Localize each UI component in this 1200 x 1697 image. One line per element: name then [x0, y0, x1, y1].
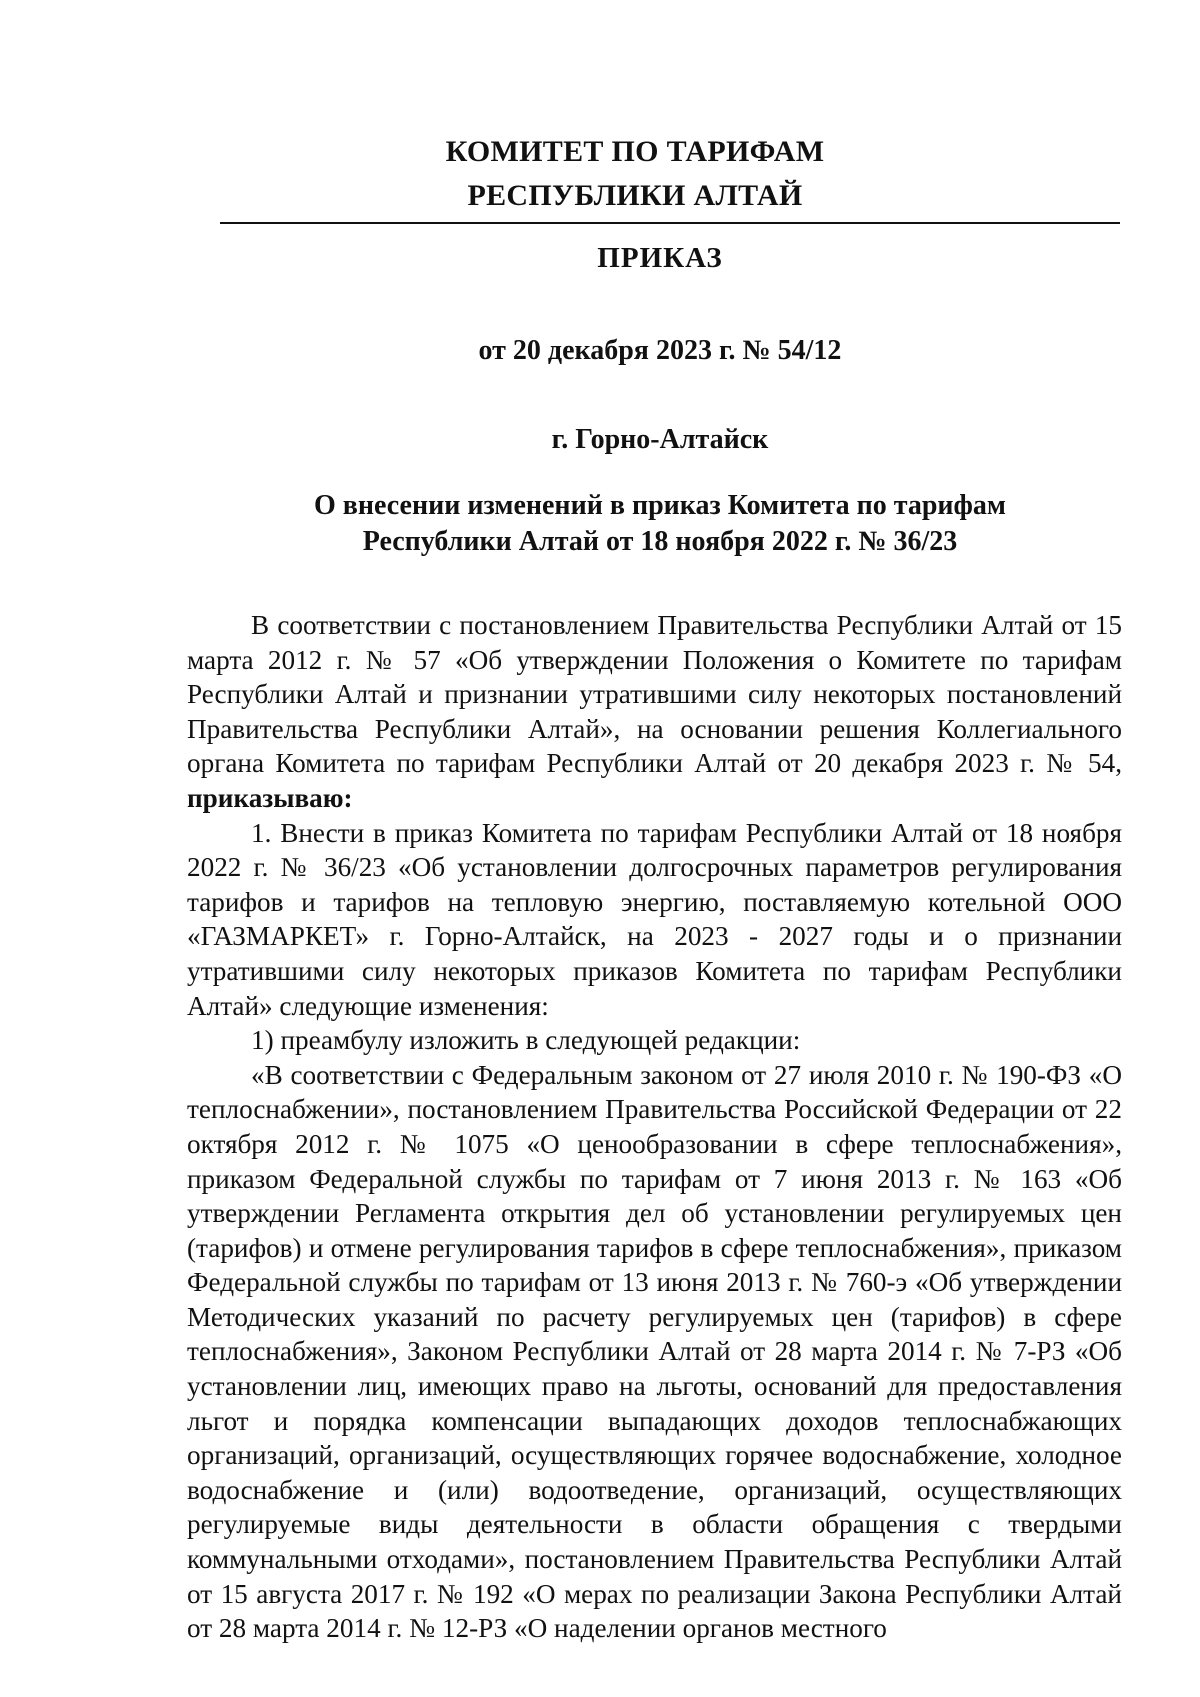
quoted-preamble-paragraph: «В соответствии с Федеральным законом от 27 июля 2010 г. № 190-ФЗ «О теплоснабжении», постановлением Правительства Российской Федерации от 22 октября 2012 г. № 1075 «О ценообразовании в сфере теплоснабжения», приказом Федеральной службы по тарифам от 7 июня 2013 г. № 163 «Об утверждении Регламента открытия дел об установлении регулируемых цен (тарифов) и отмене регулирования тарифов в сфере теплоснабжения», приказом Федеральной службы по тарифам от 13 июня 2013 г. № 760-э «Об утверждении Методических указаний по расчету регулируемых цен (тарифов) в сфере теплоснабжения», Законом Республики Алтай от 28 марта 2014 г. № 7-РЗ «Об установлении лиц, имеющих право на льготы, оснований для предоставления льгот и порядка компенсации выпадающих доходов теплоснабжающих организаций, организаций, осуществляющих горячее водоснабжение, холодное водоснабжение и (или) водоотведение, организаций, осуществляющих регулируемые виды деятельности в области обращения с твердыми коммунальными отходами», постановлением Правительства Республики Алтай от 15 августа 2017 г. № 192 «О мерах по реализации Закона Республики Алтай от 28 марта 2014 г. № 12-РЗ «О наделении органов местного	[187, 1059, 1122, 1644]
subitem-1-paragraph: 1) преамбулу изложить в следующей редакции:	[251, 1025, 801, 1056]
document-city: г. Горно-Алтайск	[551, 424, 769, 455]
preamble-paragraph	[187, 608, 1122, 816]
document-subject-line-1: О внесении изменений в приказ Комитета по тарифам	[313, 490, 1006, 521]
document-type-title: ПРИКАЗ	[597, 242, 723, 274]
letterhead-divider	[220, 222, 1120, 224]
preamble-text: В соответствии с постановлением Правительства Республики Алтай от 15 марта 2012 г. № 57 «Об утверждении Положения о Комитете по тарифам Республики Алтай и признании утратившими силу некоторых постановлений Правительства Республики Алтай», на основании решения Коллегиального органа Комитета по тарифам Республики Алтай от 20 декабря 2023 г. № 54,	[187, 610, 1122, 779]
document-subject	[180, 488, 1140, 560]
document-body	[187, 608, 1122, 1646]
organization-name-line-1: КОМИТЕТ ПО ТАРИФАМ	[445, 135, 825, 168]
document-date-number: от 20 декабря 2023 г. № 54/12	[478, 335, 842, 366]
order-word: приказываю:	[187, 782, 353, 813]
document-subject-line-2: Республики Алтай от 18 ноября 2022 г. № 36/23	[362, 526, 958, 557]
item-1-paragraph: 1. Внести в приказ Комитета по тарифам Республики Алтай от 18 ноября 2022 г. № 36/23 «Об установлении долгосрочных параметров регулирования тарифов и тарифов на тепловую энергию, поставляемую котельной ООО «ГАЗМАРКЕТ» г. Горно-Алтайск, на 2023 - 2027 годы и о признании утратившими силу некоторых приказов Комитета по тарифам Республики Алтай» следующие изменения:	[187, 817, 1122, 1021]
letterhead	[220, 130, 1120, 218]
organization-name-line-2: РЕСПУБЛИКИ АЛТАЙ	[467, 179, 803, 212]
